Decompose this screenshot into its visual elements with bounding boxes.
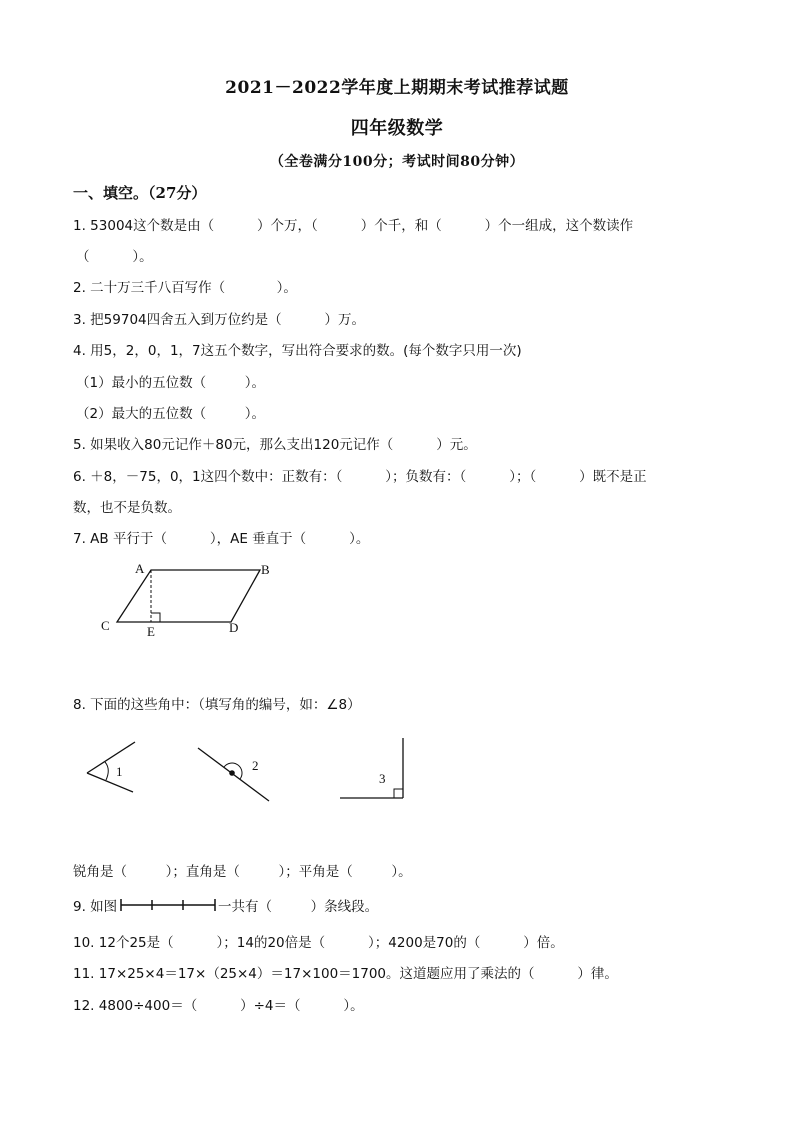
angle-2-vertex xyxy=(229,770,235,776)
question-8-answers: 锐角是（ ）；直角是（ ）；平角是（ ）。 xyxy=(73,864,412,880)
question-1-line-2: （ ）。 xyxy=(76,249,153,265)
question-8: 8. 下面的这些角中：（填写角的编号，如：∠8） xyxy=(73,697,361,713)
question-4-part-2: （2）最大的五位数（ ）。 xyxy=(76,406,265,422)
angle-1-arc xyxy=(105,762,108,780)
right-angle-mark xyxy=(151,613,160,622)
label-d: D xyxy=(229,620,239,635)
angle-1-label: 1 xyxy=(116,764,123,779)
parallelogram-figure xyxy=(95,558,295,643)
question-7: 7. AB 平行于（ ），AE 垂直于（ ）。 xyxy=(73,531,370,547)
angle-3-label: 3 xyxy=(379,771,386,786)
label-b: B xyxy=(261,562,270,577)
question-4-part-1: （1）最小的五位数（ ）。 xyxy=(76,375,265,391)
question-11: 11. 17×25×4＝17×（25×4）＝17×100＝1700。这道题应用了乘法的（ ）律。 xyxy=(73,966,618,982)
question-4: 4. 用5，2，0，1，7这五个数字，写出符合要求的数。(每个数字只用一次) xyxy=(73,343,522,359)
exam-note: （全卷满分100分；考试时间80分钟） xyxy=(269,154,525,170)
angle-3-right-angle-mark xyxy=(394,789,403,798)
question-6-line-1: 6. ＋8，－75，0，1这四个数中：正数有：（ ）；负数有：（ ）；（ ）既不是正 xyxy=(73,469,647,485)
angle-1-ray-upper xyxy=(87,742,135,773)
question-3: 3. 把59704四舍五入到万位约是（ ）万。 xyxy=(73,312,366,328)
angle-2-figure xyxy=(195,745,275,805)
parallelogram-shape xyxy=(117,570,260,622)
question-9-suffix: 一共有（ ）条线段。 xyxy=(218,899,379,915)
question-10: 10. 12个25是（ ）；14的20倍是（ ）；4200是70的（ ）倍。 xyxy=(73,935,564,951)
question-2: 2. 二十万三千八百写作（ ）。 xyxy=(73,280,297,296)
label-a: A xyxy=(135,561,145,576)
question-6-line-2: 数，也不是负数。 xyxy=(73,500,181,516)
angle-1-ray-lower xyxy=(87,773,133,792)
label-e: E xyxy=(147,624,155,639)
section-heading-fill-blanks: 一、填空。（27分） xyxy=(73,184,207,202)
question-12: 12. 4800÷400＝（ ）÷4＝（ ）。 xyxy=(73,998,364,1014)
label-c: C xyxy=(101,618,110,633)
question-5: 5. 如果收入80元记作＋80元，那么支出120元记作（ ）元。 xyxy=(73,437,477,453)
angle-1-figure xyxy=(85,738,145,798)
segment-figure xyxy=(120,898,220,912)
exam-title: 2021－2022学年度上期期末考试推荐试题 xyxy=(225,78,569,98)
subject-title: 四年级数学 xyxy=(350,118,444,139)
angle-2-label: 2 xyxy=(252,758,259,773)
question-1-line-1: 1. 53004这个数是由（ ）个万，（ ）个千，和（ ）个一组成，这个数读作 xyxy=(73,218,634,234)
angle-3-figure xyxy=(338,736,408,802)
question-9-prefix: 9. 如图 xyxy=(73,899,118,915)
